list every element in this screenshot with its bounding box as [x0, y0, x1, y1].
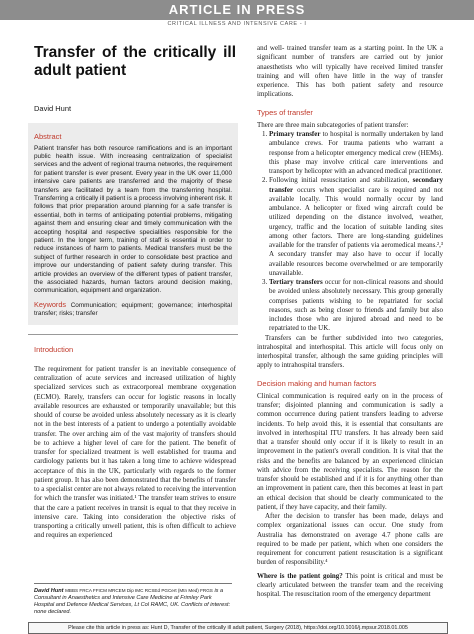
bio-credentials: MBBS FRCA FFICM MRCEM Dip IMC RCSEd PGCert (Mtn Med) FRGS	[65, 588, 213, 593]
running-head: CRITICAL ILLNESS AND INTENSIVE CARE - I	[167, 21, 307, 27]
article-in-press-banner	[0, 0, 474, 20]
bio-name: David Hunt	[34, 588, 64, 594]
keywords-label: Keywords	[34, 299, 67, 309]
author-name: David Hunt	[34, 104, 72, 113]
where-text: This point is critical and must be clearly articulated between the transfer team and the receiving hospital. The resuscitation room of the emergency department	[257, 571, 443, 598]
types-list-item: 1. Primary transfer to hospital is normally undertaken by land ambulance crews. For trauma patients who warrant a response from a helicopter emergency medical crew (HEMs). this phase may involve critical care interventions and transport by helicopter with an advanced medical practitioner.	[269, 130, 443, 176]
author-bio	[34, 583, 232, 616]
types-list-item: 3. Tertiary transfers occur for non-clinical reasons and should be avoided unless absolutely necessary. This group generally comprises patients wishing to be repatriated for social reasons, such as being closer to friends and family but also includes those who are injured abroad and need to be repatriated to the UK.	[269, 278, 443, 334]
decision-text: Clinical communication is required early on in the process of transfer; disjointed planning and communication is sadly a common occurrence during patient transfers leading to adverse incidents. To help avoid this, it is essential that consultants are involved in interhospital ITU transfers. It has already been said that a transfer should only occur if it is likely to result in an improvement in the patient's overall condition. It is vital that the risks and the benefits are balanced by an experienced clinician with advice from the receiving specialists. The reason for the transfer should be established and if it is for anything other than an improvement in patient care, then this becomes at least in part an ethical decision that should be clearly communicated to the patient, if they have capacity, and their family.	[257, 391, 443, 511]
transfer-type-term: secondary transfer	[269, 176, 443, 194]
types-intro: There are three main subcategories of patient transfer:	[257, 120, 409, 129]
abstract-text: Patient transfer has both resource ramifications and is an important public health issue. With increasing centralization of specialist services and the advent of regional trauma networks, the requirement for patient transfer is ever present. Every year in the UK over 11,000 intensive care patients are transferred and the majority of these transfers are facilitated by a team from the transferring hospital. Transferring a critically ill patient is a process involving inherent risk. It follows that prior preparation around planning for a safe transfer is essential, both in terms of anticipating potential problems, mitigating against them and ensuring clear and timely communication with the accepting hospital and respective specialities responsible for the patient. In the longer term, training of staff is essential in order to reduce instances of harm to patients. Medical transfers must be the subject of further research in order to consolidate best practice and improve our understanding of patient safety during transfer. This article provides an overview of the different types of patient transfer, the associated hazards, human factors around decision making, communication, equipment and organization.	[34, 144, 232, 295]
bio-text: is a Consultant in Anaesthetics and Intensive Care Medicine at Frimley Park Hospital and Defence Medical Services, Lt Col RAMC, UK. Conflicts of interest: none declared.	[34, 588, 231, 616]
decision-heading: Decision making and human factors	[257, 378, 377, 388]
section-divider	[28, 334, 238, 335]
where-lead: Where is the patient going?	[257, 571, 343, 580]
article-title: Transfer of the critically ill adult patient	[34, 44, 236, 79]
keywords-list: Communication; equipment; governance; interhospital transfer; risks; transfer	[34, 301, 232, 318]
subdivision-paragraph: Transfers can be further subdivided into two categories, intrahospital and interhospital. This article will focus only on interhospital transfer, although the same guiding principles will apply to intrahospital transfers.	[257, 333, 443, 370]
right-column	[257, 44, 443, 599]
decision-text-2: After the decision to transfer has been made, delays and complex organizational issues can occur. One study from Australia has demonstrated on average 4.7 phone calls are required to be made per patient, which when one considers the requirement for concurrent patient resuscitation is a significant burden of responsibility.⁴	[257, 512, 443, 567]
types-list	[257, 130, 443, 334]
types-list-item: 2. Following initial resuscitation and stabilization, secondary transfer occurs when specialist care is required and not available locally. This would normally occur by land ambulance. A helicopter or fixed wing aircraft could be utilized depending on the distance involved, weather, urgency, traffic and the location of suitable landing sites among other factors. There are long-standing guidelines available for the transfer of patients via aeromedical means.²,³ A secondary transfer may also have to occur if locally available resources become overwhelmed or are temporarily unavailable.	[269, 176, 443, 278]
abstract-heading: Abstract	[34, 132, 62, 142]
transfer-type-term: Primary transfer	[269, 130, 321, 138]
right-paragraph-1: and well- trained transfer team as a starting point. In the UK a significant number of transfers are carried out by junior anaesthetists who will typically have received limited transfer training and will often have little in the way of transfer experience. This has both patient safety and resource implications.	[257, 44, 443, 99]
abstract-box	[28, 123, 238, 324]
where-paragraph	[257, 572, 443, 600]
transfer-type-term: Tertiary transfers	[269, 278, 323, 286]
introduction-text: The requirement for patient transfer is an inevitable consequence of centralization of acute services and increased utilization of highly specialized services such as extracorporeal membrane oxygenation (ECMO). Rarely, transfers can occur for logistic reasons in locally available resources are exhausted or temporarily unavailable; but this should of course be avoided unless absolutely necessary as it is clearly not in the best interests of a patient to undergo a potentially avoidable transfer. The over arching aim of the vast majority of transfers should be to achieve a higher level of care for the patient. The benefit of transfer for specialized treatment is well established for trauma and cardiology patients but it has taken a long time to achieve widespread acceptance of this in the UK, particularly with regards to the former patient group. It has also been demonstrated that the benefits of transfer to a specialist center are not always related to receiving the intervention for which the transfer was initiated.¹ The transfer team strives to ensure that the care a patient receives in transit is equal to that they receive in intensive care. Taking into consideration the objective risks of transporting a critically unwell patient, this is often difficult to achieve and requires an experienced	[34, 364, 236, 540]
citation-bar: Please cite this article in press as: Hunt D, Transfer of the critically ill adult patient, Surgery (2018), https://doi.org/10.1016/j.mpsur.2018.01.005	[28, 622, 448, 634]
banner-text: ARTICLE IN PRESS	[168, 2, 306, 17]
introduction-heading: Introduction	[34, 344, 74, 354]
types-heading: Types of transfer	[257, 107, 313, 117]
keywords	[34, 301, 232, 319]
left-column	[34, 44, 236, 541]
